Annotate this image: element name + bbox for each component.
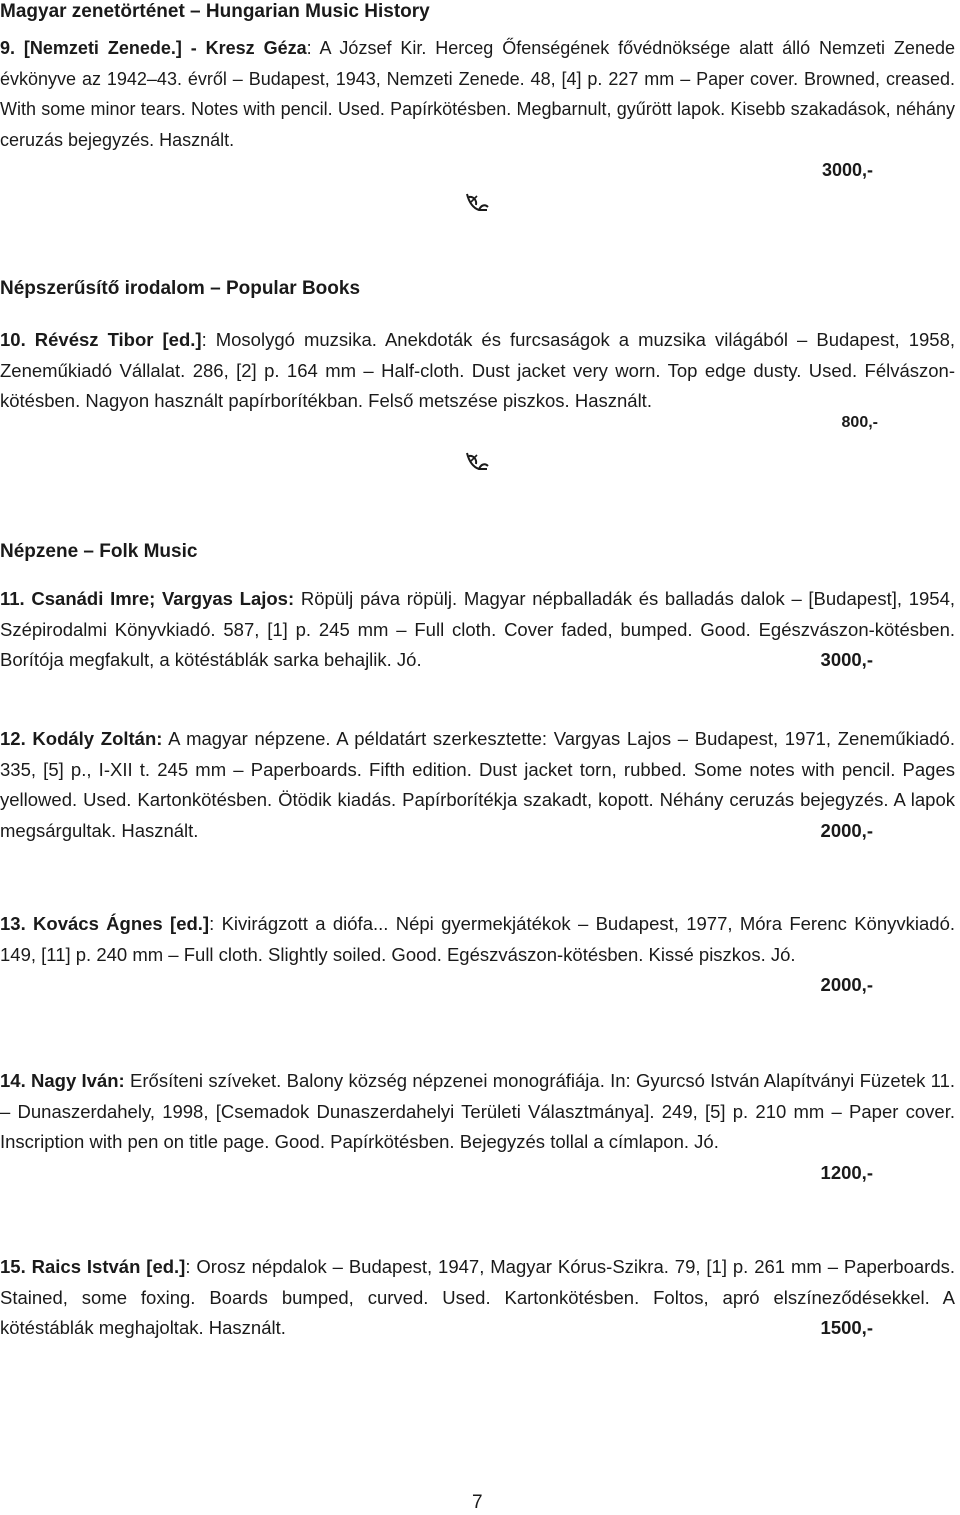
catalog-item-9 bbox=[0, 33, 955, 183]
item-price: 3000,- bbox=[820, 649, 873, 670]
item-number: 10. bbox=[0, 329, 26, 350]
section-title-folk: Népzene – Folk Music bbox=[0, 541, 198, 562]
catalog-item-12 bbox=[0, 724, 955, 849]
catalog-item-11 bbox=[0, 584, 955, 679]
item-author: Raics István [ed.] bbox=[31, 1256, 186, 1277]
item-author: Kovács Ágnes [ed.] bbox=[33, 913, 210, 934]
item-author: Csanádi Imre; Vargyas Lajos: bbox=[31, 588, 295, 609]
item-price: 3000,- bbox=[821, 160, 873, 180]
section-title-popular: Népszerűsítő irodalom – Popular Books bbox=[0, 278, 361, 299]
book-ornament-icon bbox=[463, 449, 493, 475]
item-price: 2000,- bbox=[820, 974, 873, 995]
item-price: 1500,- bbox=[820, 1317, 873, 1338]
item-price: 2000,- bbox=[820, 820, 873, 841]
item-description: Röpülj páva röpülj. Magyar népballadák és balladás dalok – [Budapest], 1954, Szépirodalmi Könyvkiadó. 587, [1] p. 245 mm – Full cloth. Cover faded, bumped. Good. Egészvászon-kötésben. Borítója megfakult, a kötéstáblák sarka behajlik. Jó. bbox=[0, 588, 955, 670]
item-number: 14. bbox=[0, 1070, 26, 1091]
item-author: Révész Tibor [ed.] bbox=[34, 329, 202, 350]
page-number: 7 bbox=[472, 1492, 483, 1513]
item-description: A magyar népzene. A példatárt szerkesztette: Vargyas Lajos – Budapest, 1971, Zeneműkiadó. 335, [5] p., I-XII t. 245 mm – Paperboards. Fifth edition. Dust jacket torn, rubbed. Some notes with pencil. Pages yellowed. Used. Kartonkötésben. Ötödik kiadás. Papírborítékja szakadt, kopott. Néhány ceruzás bejegyzés. A lapok megsárgultak. Használt. bbox=[0, 728, 955, 841]
catalog-item-15 bbox=[0, 1252, 955, 1347]
item-price: 1200,- bbox=[820, 1162, 873, 1183]
item-number: 11. bbox=[0, 588, 25, 609]
item-number: 12. bbox=[0, 728, 26, 749]
page-title: Magyar zenetörténet – Hungarian Music History bbox=[0, 1, 430, 22]
catalog-item-13 bbox=[0, 909, 955, 1004]
item-description: : Mosolygó muzsika. Anekdoták és furcsaságok a muzsika világából – Budapest, 1958, Zeneműkiadó Vállalat. 286, [2] p. 164 mm – Half-cloth. Dust jacket very worn. Top edge dusty. Used. Félvászon-kötésben. Nagyon használt papírborítékban. Felső metszése piszkos. Használt. bbox=[0, 329, 955, 411]
book-ornament-icon bbox=[463, 190, 493, 216]
item-number: 13. bbox=[0, 913, 26, 934]
item-author: [Nemzeti Zenede.] - Kresz Géza bbox=[23, 38, 307, 58]
item-author: Kodály Zoltán: bbox=[32, 728, 163, 749]
item-number: 15. bbox=[0, 1256, 26, 1277]
item-number: 9. bbox=[0, 38, 16, 58]
item-description: : A József Kir. Herceg Őfenségének fővédnöksége alatt álló Nemzeti Zenede évkönyve az 1942–43. évről – Budapest, 1943, Nemzeti Zenede. 48, [4] p. 227 mm – Paper cover. Browned, creased. With some minor tears. Notes with pencil. Used. Papírkötésben. Megbarnult, gyűrött lapok. Kisebb szakadások, néhány ceruzás bejegyzés. Használt. bbox=[0, 38, 955, 150]
item-description: : Orosz népdalok – Budapest, 1947, Magyar Kórus-Szikra. 79, [1] p. 261 mm – Paperboards. Stained, some foxing. Boards bumped, curved. Used. Kartonkötésben. Foltos, apró elszíneződésekkel. A kötéstáblák meghajoltak. Használt. bbox=[0, 1256, 955, 1338]
item-author: Nagy Iván: bbox=[31, 1070, 125, 1091]
catalog-item-14 bbox=[0, 1066, 955, 1191]
catalog-item-10 bbox=[0, 325, 955, 425]
item-description: : Kivirágzott a diófa... Népi gyermekjátékok – Budapest, 1977, Móra Ferenc Könyvkiadó. 149, [11] p. 240 mm – Full cloth. Slightly soiled. Good. Egészvászon-kötésben. Kissé piszkos. Jó. bbox=[0, 913, 956, 965]
item-10-price: 800,- bbox=[841, 414, 878, 431]
item-description: Erősíteni szíveket. Balony község népzenei monográfiája. In: Gyurcsó István Alapítványi Füzetek 11. – Dunaszerdahely, 1998, [Csemadok Dunaszerdahelyi Területi Választmánya]. 249, [5] p. 210 mm – Paper cover. Inscription with pen on title page. Good. Papírkötésben. Bejegyzés tollal a címlapon. Jó. bbox=[0, 1070, 956, 1152]
